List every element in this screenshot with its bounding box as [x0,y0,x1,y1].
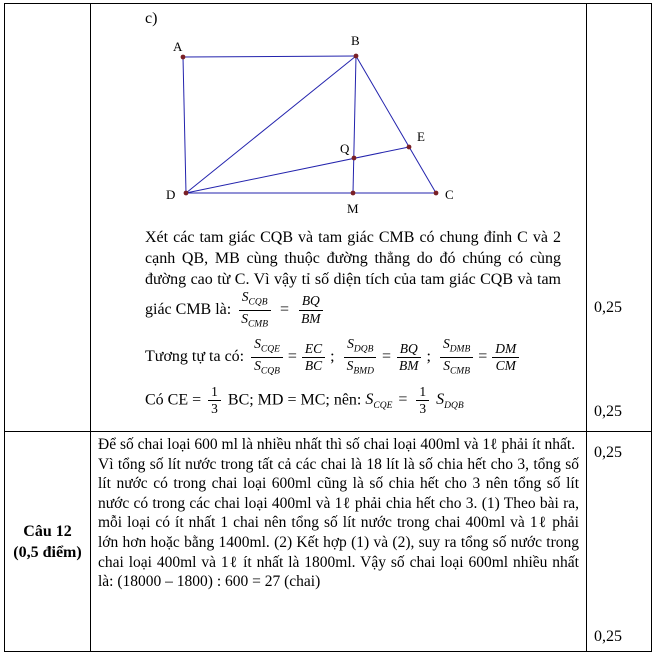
math-symbol-s: S [346,357,354,373]
numerator: 1 [208,385,221,401]
solution-cell-question-12 [91,432,587,651]
conclusion-pre: Có CE = [145,390,202,408]
fraction-one-third [208,385,221,416]
denominator: BM [301,310,321,326]
s-dqb-term [436,390,464,412]
equals-sign: = [381,348,391,366]
subscript: BMD [353,366,374,377]
similar-ratios-line [145,337,580,377]
math-symbol-s: S [347,336,354,352]
fraction-bq-bm [298,294,324,325]
solution-cell-part-c [91,4,587,432]
question-number: Câu 12 [23,522,72,540]
numerator: BQ [397,342,421,358]
denominator: CM [495,357,516,373]
numerator: BQ [299,294,323,310]
math-symbol-s: S [254,336,261,352]
fraction-s-cqb-cmb [238,290,271,330]
score-cell-row2 [587,432,651,651]
numerator: EC [302,342,325,358]
geometry-diagram [101,29,473,223]
equals-sign: = [478,348,488,366]
solution-text-2: Vì tổng số lít nước trong tất cả các chai là 18 lít là số chia hết cho 3, tổng số lít nước có trong chai loại 600ml cũng là số chia hết cho 3 nên tổng số lít nước có trong các chai loại 400ml và 1ℓ phải chia hết cho 3. (1) Theo bài ra, mỗi loại có ít nhất 1 chai nên tổng số lít nước trong chai 400ml và 1ℓ phải lớn hơn hoặc bằng 1400ml. (2) Kết hợp (1) và (2), suy ra tổng số nước trong chai loại 400ml và 1ℓ ít nhất là 1800ml. Vậy số chai loại 600ml nhiều nhất là: (18000 – 1800) : 600 = 27 (chai) [98,455,579,591]
math-symbol-s: S [436,390,445,408]
fraction-dm-cm [492,342,519,373]
similar-label: Tương tự ta có: [145,348,245,366]
conclusion-line [145,385,580,417]
score-badge: 0,25 [594,444,622,461]
fraction-s-dmb-cmb [440,337,473,377]
math-symbol-s: S [365,390,374,408]
subscript: DQB [353,345,374,355]
equals-sign: = [287,348,297,366]
numerator: DM [492,342,519,358]
answer-table [4,3,652,652]
fraction-bq-bm-2 [396,342,422,373]
solution-text-1: Để số chai loại 600 ml là nhiều nhất thì số chai loại 400ml và 1ℓ phải ít nhất. [98,436,576,453]
part-label: c) [145,10,158,27]
point-label-m: M [347,201,359,216]
point-label-a: A [173,39,183,54]
denominator: 3 [419,400,427,416]
separator: ; [426,348,431,366]
diagram-lines [183,56,436,193]
denominator: BM [398,357,419,373]
s-cqe-term [365,390,393,412]
subscript: DQB [444,401,464,412]
score-badge: 0,25 [594,628,622,645]
subscript: CMB [449,366,470,377]
subscript: CQE [373,401,393,412]
equals-sign: = [280,300,290,318]
subscript: DMB [449,345,471,355]
point-label-b: B [351,33,360,48]
solution-text: Xét các tam giác CQB và tam giác CMB có chung đỉnh C và 2 cạnh QB, MB cùng thuộc đường thẳng do đó chúng có cùng đường cao từ C. Vì vậy tỉ số diện tích của tam giác CQB và tam giác CMB là: [145,229,561,318]
question-label-cell [5,432,91,651]
math-symbol-s: S [254,357,261,373]
math-symbol-s: S [443,357,450,373]
math-symbol-s: S [241,289,249,304]
fraction-s-cqe-cqb [251,337,283,377]
subscript: CMB [247,319,269,330]
point-label-e: E [417,129,425,144]
denominator: 3 [211,400,218,416]
point-label-q: Q [340,141,350,156]
equals-sign: = [398,390,408,408]
math-symbol-s: S [442,336,450,352]
fraction-one-third-2 [416,385,429,416]
subscript: CQB [248,297,268,308]
point-label-d: D [166,187,176,202]
question-points: (0,5 điểm) [13,543,82,561]
subscript: CQE [260,345,280,355]
point-label-c: C [445,187,454,202]
separator: ; [330,348,335,366]
question-label-cell-empty [5,4,91,432]
score-badge: 0,25 [594,299,622,316]
subscript: CQB [260,366,280,377]
score-cell-row1 [587,4,651,432]
denominator: BC [304,357,323,373]
numerator: 1 [416,385,429,401]
math-symbol-s: S [241,310,248,326]
fraction-ec-bc [302,342,325,373]
score-badge: 0,25 [594,403,622,420]
fraction-s-dqb-bmd [344,337,377,377]
solution-paragraph [145,227,561,330]
conclusion-mid: BC; MD = MC; nên: [227,390,362,408]
diagram-points [181,54,439,196]
ratio-equation-main [235,289,326,330]
